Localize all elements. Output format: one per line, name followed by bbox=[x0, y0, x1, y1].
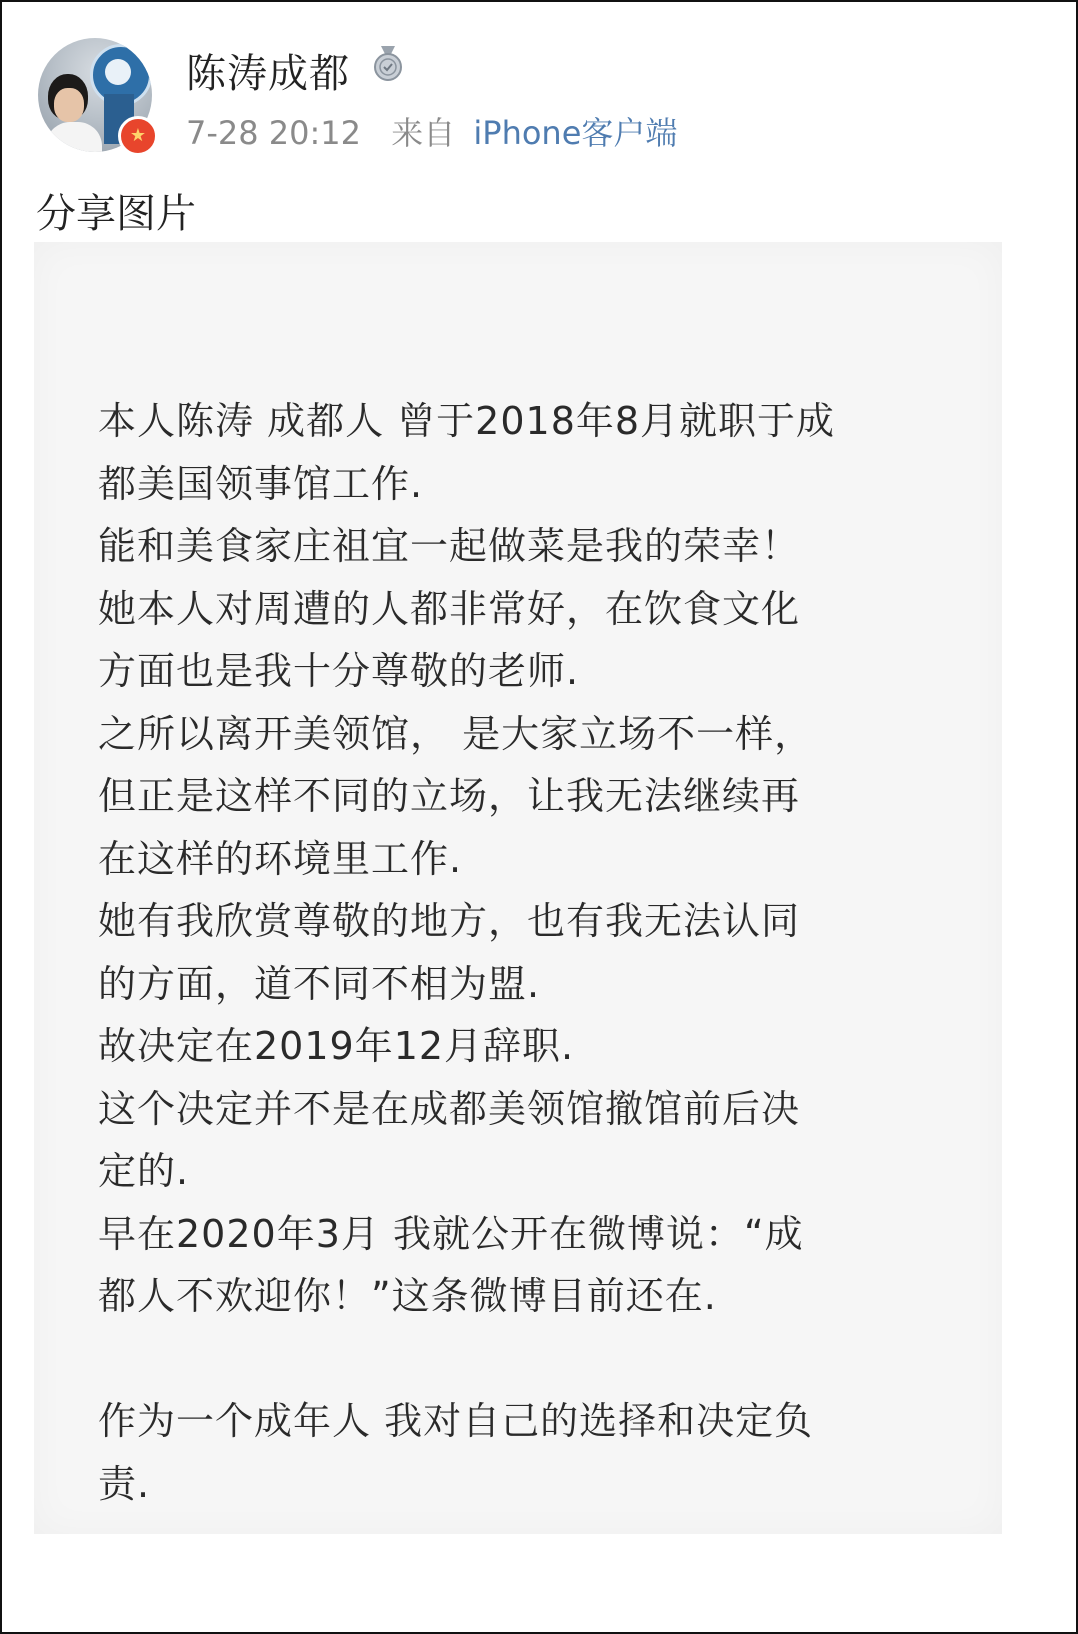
post-text: 分享图片 bbox=[36, 191, 196, 237]
letter-line-blank bbox=[98, 1328, 958, 1391]
letter-line: 在这样的环境里工作. bbox=[98, 836, 463, 881]
letter-line: 但正是这样不同的立场，让我无法继续再 bbox=[98, 774, 801, 818]
username[interactable]: 陈涛成都 bbox=[186, 51, 350, 97]
letter-line: 的方面，道不同不相为盟. bbox=[98, 961, 541, 1006]
avatar-person-face bbox=[54, 88, 84, 122]
letter-line: 故决定在2019年12月辞职. bbox=[98, 1024, 575, 1068]
source-link[interactable]: iPhone客户端 bbox=[473, 114, 678, 152]
letter-line: 她本人对周遭的人都非常好，在饮食文化 bbox=[98, 586, 801, 631]
shared-image-text bbox=[98, 390, 958, 1515]
letter-line: 作为一个成年人 我对自己的选择和决定负 bbox=[98, 1399, 814, 1443]
letter-line: 定的. bbox=[98, 1149, 190, 1193]
avatar-person-body bbox=[46, 122, 102, 152]
shared-image[interactable] bbox=[34, 242, 1002, 1534]
letter-line: 方面也是我十分尊敬的老师. bbox=[98, 649, 580, 693]
letter-line: 责. bbox=[98, 1461, 151, 1506]
letter-line: 都美国领事馆工作. bbox=[98, 461, 424, 506]
letter-line: 本人陈涛 成都人 曾于2018年8月就职于成 bbox=[98, 399, 836, 443]
letter-line: 能和美食家庄祖宜一起做菜是我的荣幸！ bbox=[98, 524, 801, 568]
letter-line: 早在2020年3月 我就公开在微博说：“成 bbox=[98, 1211, 804, 1256]
post-timestamp[interactable]: 7-28 20:12 bbox=[186, 114, 362, 152]
source-prefix: 来自 bbox=[391, 114, 456, 152]
letter-line: 之所以离开美领馆， 是大家立场不一样， bbox=[98, 711, 814, 756]
verified-badge-icon: ★ bbox=[118, 116, 158, 156]
post-meta bbox=[186, 108, 677, 154]
letter-line: 这个决定并不是在成都美领馆撤馆前后决 bbox=[98, 1086, 801, 1131]
post-header bbox=[38, 38, 1038, 158]
letter-line: 都人不欢迎你！”这条微博目前还在. bbox=[98, 1274, 717, 1318]
medal-badge-icon bbox=[372, 46, 404, 82]
letter-line: 她有我欣赏尊敬的地方，也有我无法认同 bbox=[98, 899, 801, 943]
